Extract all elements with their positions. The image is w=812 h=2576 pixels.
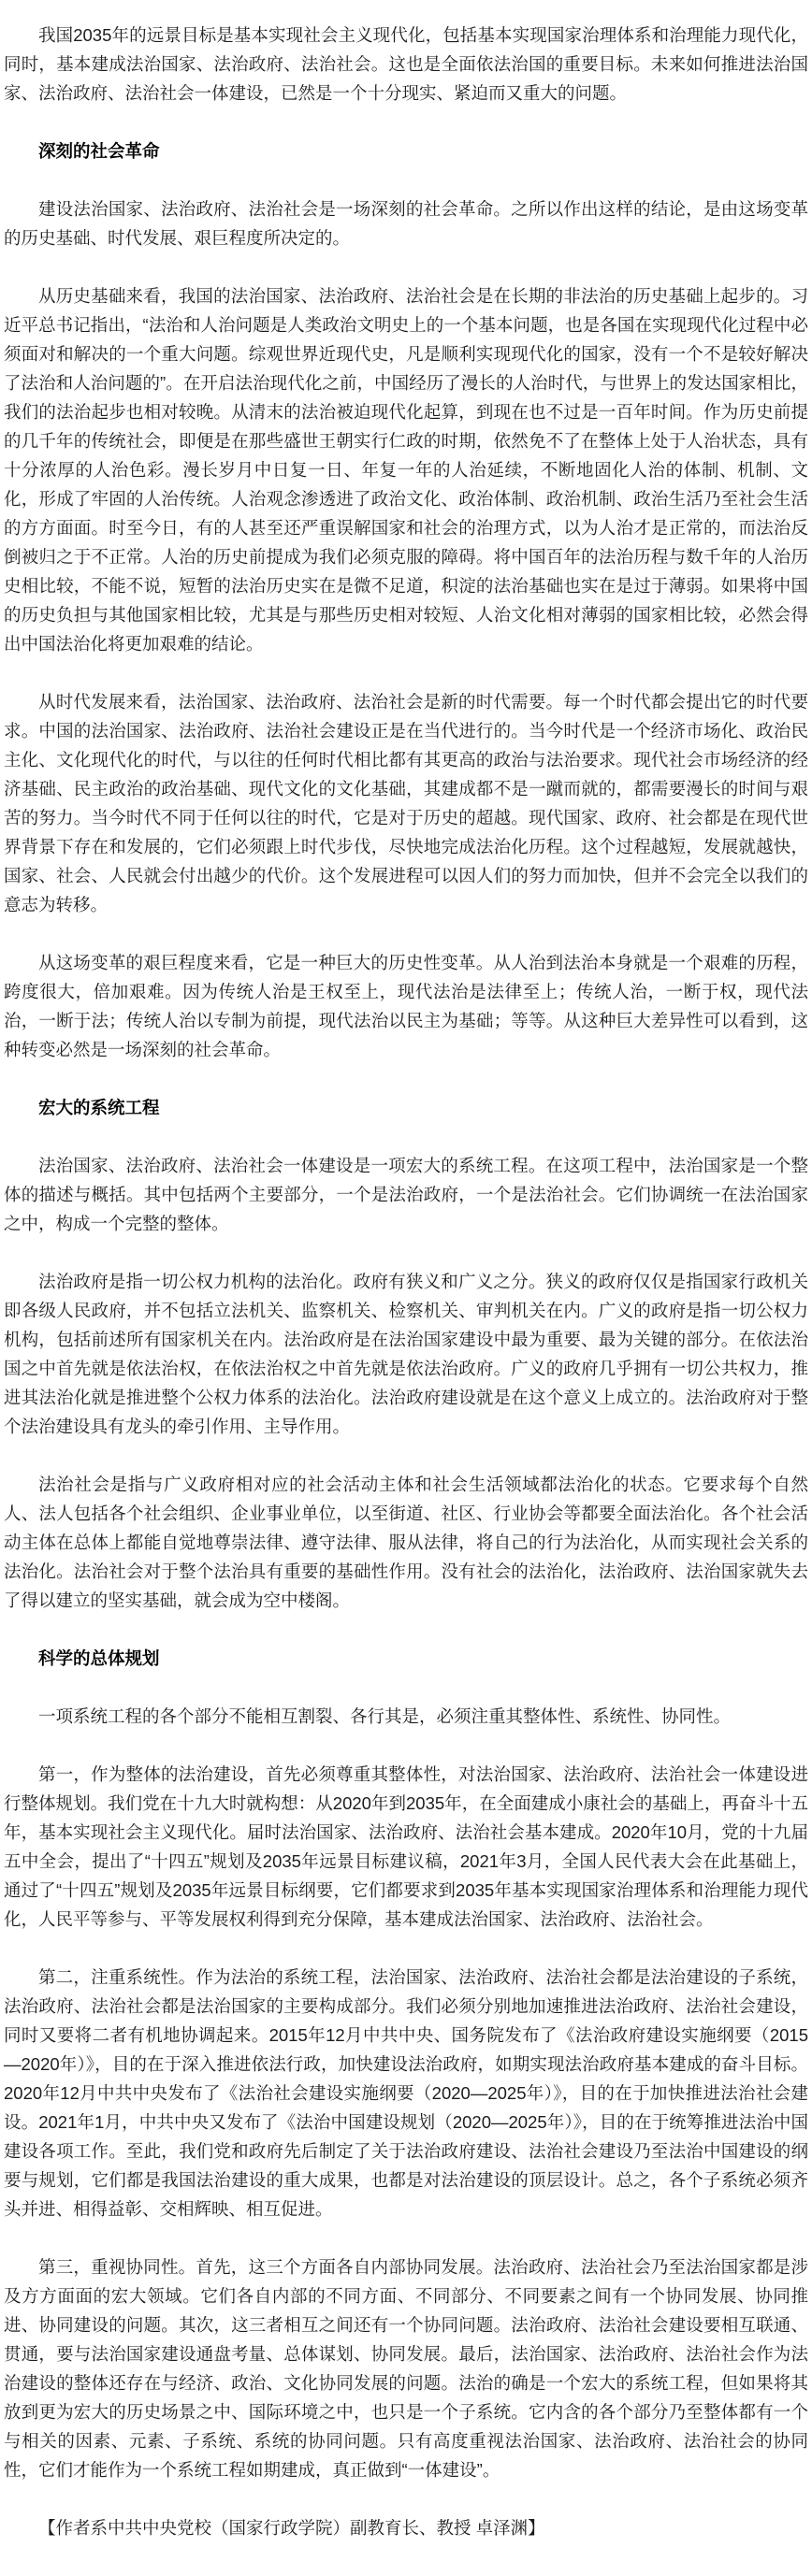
section-heading-scientific-overall-plan: 科学的总体规划 [38,1648,160,1668]
body-paragraph: 从历史基础来看，我国的法治国家、法治政府、法治社会是在长期的非法治的历史基础上起步的。习近平总书记指出，“法治和人治问题是人类政治文明史上的一个基本问题，也是各国在实现现代化过程中必须面对和解决的一个重大问题。综观世界近现代史，凡是顺利实现现代化的国家，没有一个不是较好解决了法治和人治问题的”。在开启法治现代化之前，中国经历了漫长的人治时代，与世界上的发达国家相比，我们的法治起步也相对较晚。从清末的法治被迫现代化起算，到现在也不过是一百年时间。作为历史前提的几千年的传统社会，即便是在那些盛世王朝实行仁政的时期，依然免不了在整体上处于人治状态，具有十分浓厚的人治色彩。漫长岁月中日复一日、年复一年的人治延续，不断地固化人治的体制、机制、文化，形成了牢固的人治传统。人治观念渗透进了政治文化、政治体制、政治机制、政治生活乃至社会生活的方方面面。时至今日，有的人甚至还严重误解国家和社会的治理方式，以为人治才是正常的，而法治反倒被归之于不正常。人治的历史前提成为我们必须克服的障碍。将中国百年的法治历程与数千年的人治历史相比较，不能不说，短暂的法治历史实在是微不足道，积淀的法治基础也实在是过于薄弱。如果将中国的历史负担与其他国家相比较，尤其是与那些历史相对较短、人治文化相对薄弱的国家相比较，必然会得出中国法治化将更加艰难的结论。 [4,286,808,654]
body-paragraph: 从这场变革的艰巨程度来看，它是一种巨大的历史性变革。从人治到法治本身就是一个艰难的历程，跨度很大，倍加艰难。因为传统人治是王权至上，现代法治是法律至上；传统人治，一断于权，现代法治，一断于法；传统人治以专制为前提，现代法治以民主为基础；等等。从这种巨大差异性可以看到，这种转变必然是一场深刻的社会革命。 [4,953,808,1059]
body-paragraph: 第三，重视协同性。首先，这三个方面各自内部协同发展。法治政府、法治社会乃至法治国家都是涉及方方面面的宏大领域。它们各自内部的不同方面、不同部分、不同要素之间有一个协同发展、协同推进、协同建设的问题。其次，这三者相互之间还有一个协同问题。法治政府、法治社会建设要相互联通、贯通，要与法治国家建设通盘考量、总体谋划、协同发展。最后，法治国家、法治政府、法治社会作为法治建设的整体还存在与经济、政治、文化协同发展的问题。法治的确是一个宏大的系统工程，但如果将其放到更为宏大的历史场景之中、国际环境之中，也只是一个子系统。它内含的各个部分乃至整体都有一个与相关的因素、元素、子系统、系统的协同问题。只有高度重视法治国家、法治政府、法治社会的协同性，它们才能作为一个系统工程如期建成，真正做到“一体建设”。 [4,2257,808,2480]
section-heading-deep-social-revolution: 深刻的社会革命 [38,141,160,161]
body-paragraph: 法治国家、法治政府、法治社会一体建设是一项宏大的系统工程。在这项工程中，法治国家是一个整体的描述与概括。其中包括两个主要部分，一个是法治政府，一个是法治社会。它们协调统一在法治国家之中，构成一个完整的整体。 [4,1156,808,1233]
body-paragraph: 法治社会是指与广义政府相对应的社会活动主体和社会生活领域都法治化的状态。它要求每个自然人、法人包括各个社会组织、企业事业单位，以至街道、社区、行业协会等都要全面法治化。各个社会活动主体在总体上都能自觉地尊崇法律、遵守法律、服从法律，将自己的行为法治化，从而实现社会关系的法治化。法治社会对于整个法治具有重要的基础性作用。没有社会的法治化，法治政府、法治国家就失去了得以建立的坚实基础，就会成为空中楼阁。 [4,1475,808,1610]
author-line: 【作者系中共中央党校（国家行政学院）副教育长、教授 卓泽渊】 [38,2518,545,2538]
body-paragraph: 第二，注重系统性。作为法治的系统工程，法治国家、法治政府、法治社会都是法治建设的子系统，法治政府、法治社会都是法治国家的主要构成部分。我们必须分别地加速推进法治政府、法治社会建设，同时又要将二者有机地协调起来。2015年12月中共中央、国务院发布了《法治政府建设实施纲要（2015—2020年）》，目的在于深入推进依法行政，加快建设法治政府，如期实现法治政府基本建成的奋斗目标。2020年12月中共中央发布了《法治社会建设实施纲要（2020—2025年）》，目的在于加快推进法治社会建设。2021年1月，中共中央又发布了《法治中国建设规划（2020—2025年）》，目的在于统筹推进法治中国建设各项工作。至此，我们党和政府先后制定了关于法治政府建设、法治社会建设乃至法治中国建设的纲要与规划，它们都是我国法治建设的重大成果，也都是对法治建设的顶层设计。总之，各个子系统必须齐头并进、相得益彰、交相辉映、相互促进。 [4,1967,808,2219]
body-paragraph: 法治政府是指一切公权力机构的法治化。政府有狭义和广义之分。狭义的政府仅仅是指国家行政机关即各级人民政府，并不包括立法机关、监察机关、检察机关、审判机关在内。广义的政府是指一切公权力机构，包括前述所有国家机关在内。法治政府是在法治国家建设中最为重要、最为关键的部分。在依法治国之中首先就是依法治权，在依法治权之中首先就是依法治政府。广义的政府几乎拥有一切公共权力，推进其法治化就是推进整个公权力体系的法治化。法治政府建设就是在这个意义上成立的。法治政府对于整个法治建设具有龙头的牵引作用、主导作用。 [4,1272,808,1436]
body-paragraph: 第一，作为整体的法治建设，首先必须尊重其整体性，对法治国家、法治政府、法治社会一体建设进行整体规划。我们党在十九大时就构想：从2020年到2035年，在全面建成小康社会的基础上，再奋斗十五年，基本实现社会主义现代化。届时法治国家、法治政府、法治社会基本建成。2020年10月，党的十九届五中全会，提出了“十四五”规划及2035年远景目标建议稿，2021年3月，全国人民代表大会在此基础上，通过了“十四五”规划及2035年远景目标纲要，它们都要求到2035年基本实现国家治理体系和治理能力现代化，人民平等参与、平等发展权利得到充分保障，基本建成法治国家、法治政府、法治社会。 [4,1764,808,1929]
body-paragraph: 建设法治国家、法治政府、法治社会是一场深刻的社会革命。之所以作出这样的结论，是由这场变革的历史基础、时代发展、艰巨程度所决定的。 [4,199,808,248]
intro-paragraph: 我国2035年的远景目标是基本实现社会主义现代化，包括基本实现国家治理体系和治理能力现代化，同时，基本建成法治国家、法治政府、法治社会。这也是全面依法治国的重要目标。未来如何推进法治国家、法治政府、法治社会一体建设，已然是一个十分现实、紧迫而又重大的问题。 [4,25,808,103]
body-paragraph: 一项系统工程的各个部分不能相互割裂、各行其是，必须注重其整体性、系统性、协同性。 [38,1706,732,1726]
body-paragraph: 从时代发展来看，法治国家、法治政府、法治社会是新的时代需要。每一个时代都会提出它的时代要求。中国的法治国家、法治政府、法治社会建设正是在当代进行的。当今时代是一个经济市场化、政治民主化、文化现代化的时代，与以往的任何时代相比都有其更高的政治与法治要求。现代社会市场经济的经济基础、民主政治的政治基础、现代文化的文化基础，其建成都不是一蹴而就的，都需要漫长的时间与艰苦的努力。当今时代不同于任何以往的时代，它是对于历史的超越。现代国家、政府、社会都是在现代世界背景下存在和发展的，它们必须跟上时代步伐，尽快地完成法治化历程。这个过程越短，发展就越快，国家、社会、人民就会付出越少的代价。这个发展进程可以因人们的努力而加快，但并不会完全以我们的意志为转移。 [4,692,808,914]
section-heading-grand-system-project: 宏大的系统工程 [38,1098,160,1117]
